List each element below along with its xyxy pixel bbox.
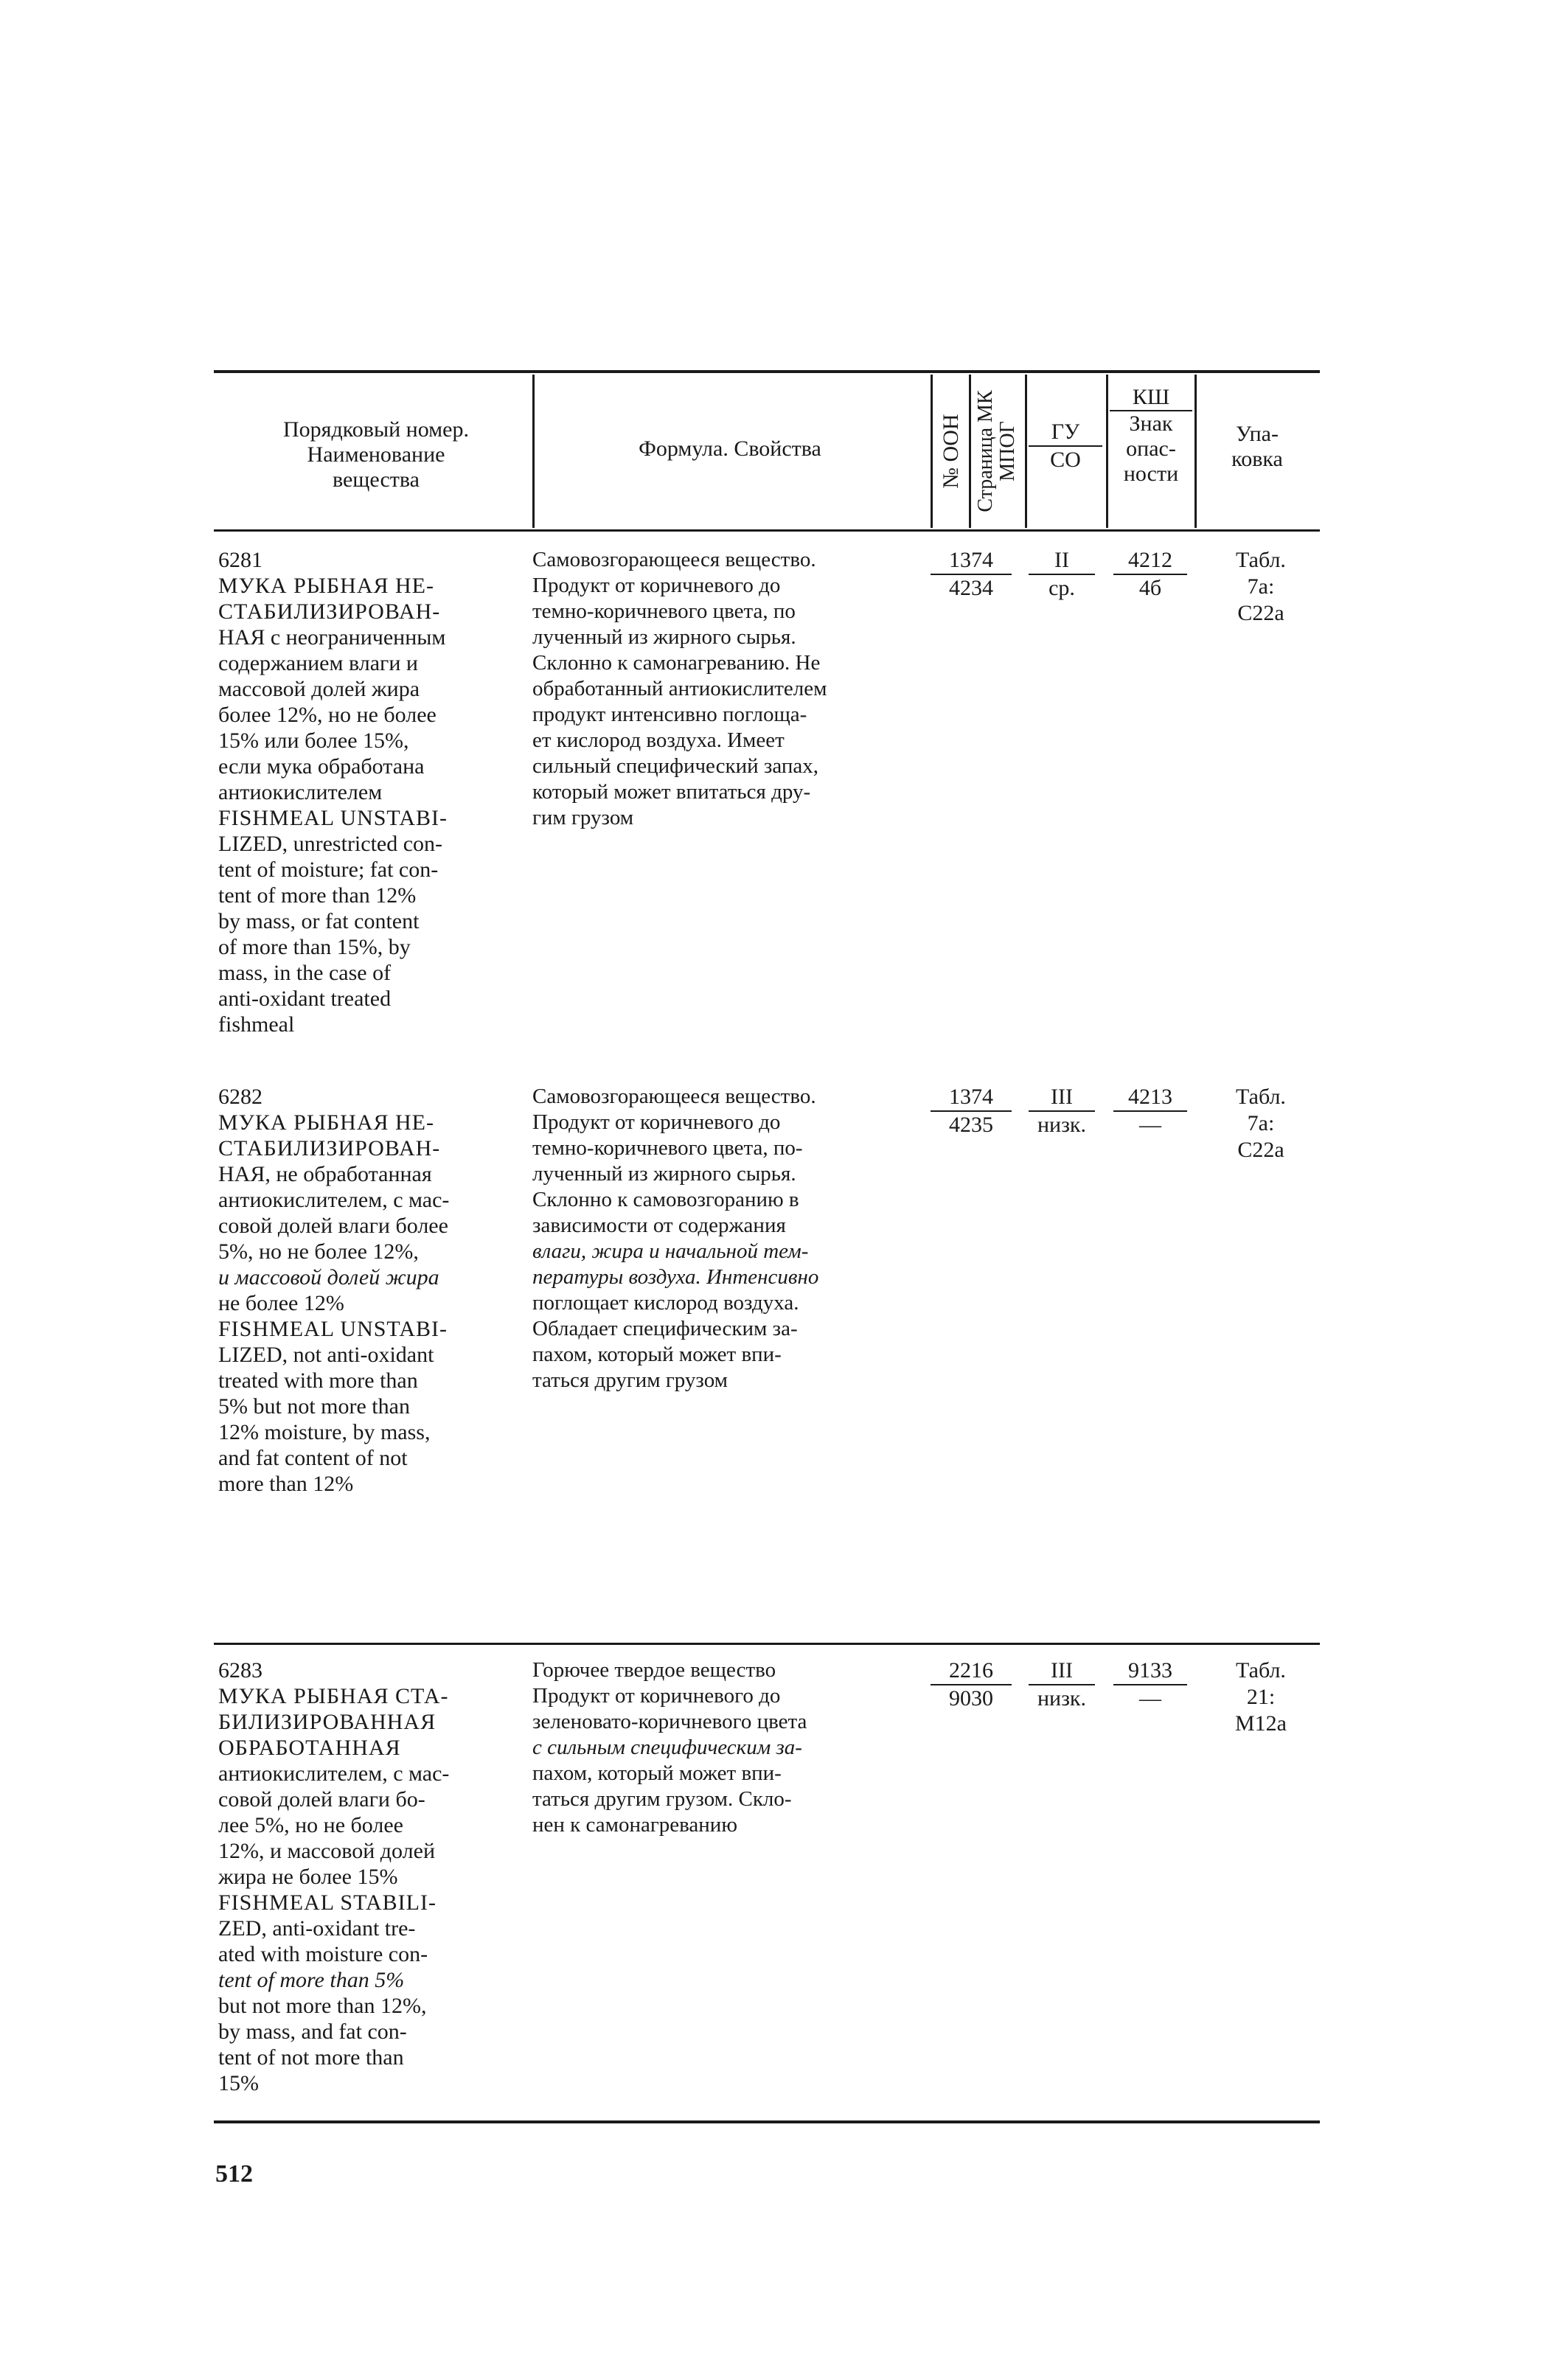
header-divider xyxy=(1025,375,1027,528)
row-separator-rule xyxy=(214,1643,1320,1645)
header-formula-column: Формула. Свойства xyxy=(639,436,821,461)
row-6282-ksh-sign: 4213 — xyxy=(1113,1084,1187,1138)
header-packing-column: Упа- ковка xyxy=(1231,422,1283,471)
row-6283-formula: Горючее твердое вещество Продукт от коричневого до зеленовато-коричневого цвета с сильным специфическим за- пахом, который может впи- таться другим грузом. Скло- нен к самонагреванию xyxy=(532,1658,807,1837)
row-6282-packing: Табл. 7а: С22а xyxy=(1236,1085,1286,1162)
header-un-column: № ООН xyxy=(939,414,963,489)
row-6283-packing: Табл. 21: М12а xyxy=(1235,1658,1287,1736)
header-divider xyxy=(969,375,971,528)
row-6281-packing: Табл. 7а: С22а xyxy=(1236,548,1286,625)
row-6282-name: 6282 МУКА РЫБНАЯ НЕ- СТАБИЛИЗИРОВАН- НАЯ, не обработанная антиокислителем, с мас- совой долей влаги более 5%, но не более 12%, и массовой долей жира не более 12% FISHMEAL UNSTABI- LIZED, not anti-oxidant treated with more than 5% but not more than 12% moisture, by mass, and fat content of not more than 12% xyxy=(218,1085,450,1496)
row-6282-un-page: $\frac{1374}{4235}$ xyxy=(931,1084,1012,1138)
header-divider xyxy=(532,375,535,528)
row-6281-formula: Самовозгорающееся вещество. Продукт от коричневого до темно-коричневого цвета, по лученный из жирного сырья. Склонно к самонагреванию. Не обработанный антиокислителем продукт интенсивно поглоща- ет кислород воздуха. Имеет сильный специфический запах, который может впитаться дру- гим грузом xyxy=(532,548,827,829)
header-divider xyxy=(931,375,933,528)
row-6283-gu-so: III низк. xyxy=(1029,1657,1095,1712)
row-6281-gu-so: II ср. xyxy=(1029,547,1095,602)
row-6281-un-page: $\frac{1374}{4234}$ xyxy=(931,547,1012,602)
table-top-rule xyxy=(214,370,1320,373)
header-page-column: Страница МК МПОГ xyxy=(974,390,1019,512)
row-6282-formula: Самовозгорающееся вещество. Продукт от коричневого до темно-коричневого цвета, по- лученный из жирного сырья. Склонно к самовозгоранию в зависимости от содержания влаги, жира и начальной тем- пературы воздуха. Интенсивно поглощает кислород воздуха. Обладает специфическим за- пахом, который может впи- таться другим грузом xyxy=(532,1085,819,1392)
header-name-column: Порядковый номер. Наименование вещества xyxy=(283,417,469,492)
row-6283-un-page: $\frac{2216}{9030}$ xyxy=(931,1657,1012,1712)
header-ksh-column: КШ Знак опас- ности xyxy=(1110,385,1192,487)
header-divider xyxy=(1194,375,1197,528)
page-number: 512 xyxy=(215,2160,253,2188)
row-6281-ksh-sign: 4212 4б xyxy=(1113,547,1187,602)
row-6281-name: 6281 МУКА РЫБНАЯ НЕ- СТАБИЛИЗИРОВАН- НАЯ с неограниченным содержанием влаги и массовой долей жира более 12%, но не более 15% или более 15%, если мука обработана антиокислителем FISHMEAL UNSTABI- LIZED, unrestricted con- tent of moisture; fat con- tent of more than 12% by mass, or fat content of more than 15%, by mass, in the case of anti-oxidant treated fishmeal xyxy=(218,548,448,1037)
header-bottom-rule xyxy=(214,529,1320,532)
row-6283-name: 6283 МУКА РЫБНАЯ СТА- БИЛИЗИРОВАННАЯ ОБРАБОТАННАЯ антиокислителем, с мас- совой долей влаги бо- лее 5%, но не более 12%, и массовой долей жира не более 15% FISHMEAL STABILI- ZED, anti-oxidant tre- ated with moisture con- tent of more than 5% but not more than 12%, by mass, and fat con- tent of not more than 15% xyxy=(218,1658,450,2095)
header-divider xyxy=(1106,375,1108,528)
row-6282-gu-so: III низк. xyxy=(1029,1084,1095,1138)
row-6283-ksh-sign: 9133 — xyxy=(1113,1657,1187,1712)
header-gu-so-column: ГУ СО xyxy=(1029,419,1102,473)
table-bottom-rule xyxy=(214,2120,1320,2123)
